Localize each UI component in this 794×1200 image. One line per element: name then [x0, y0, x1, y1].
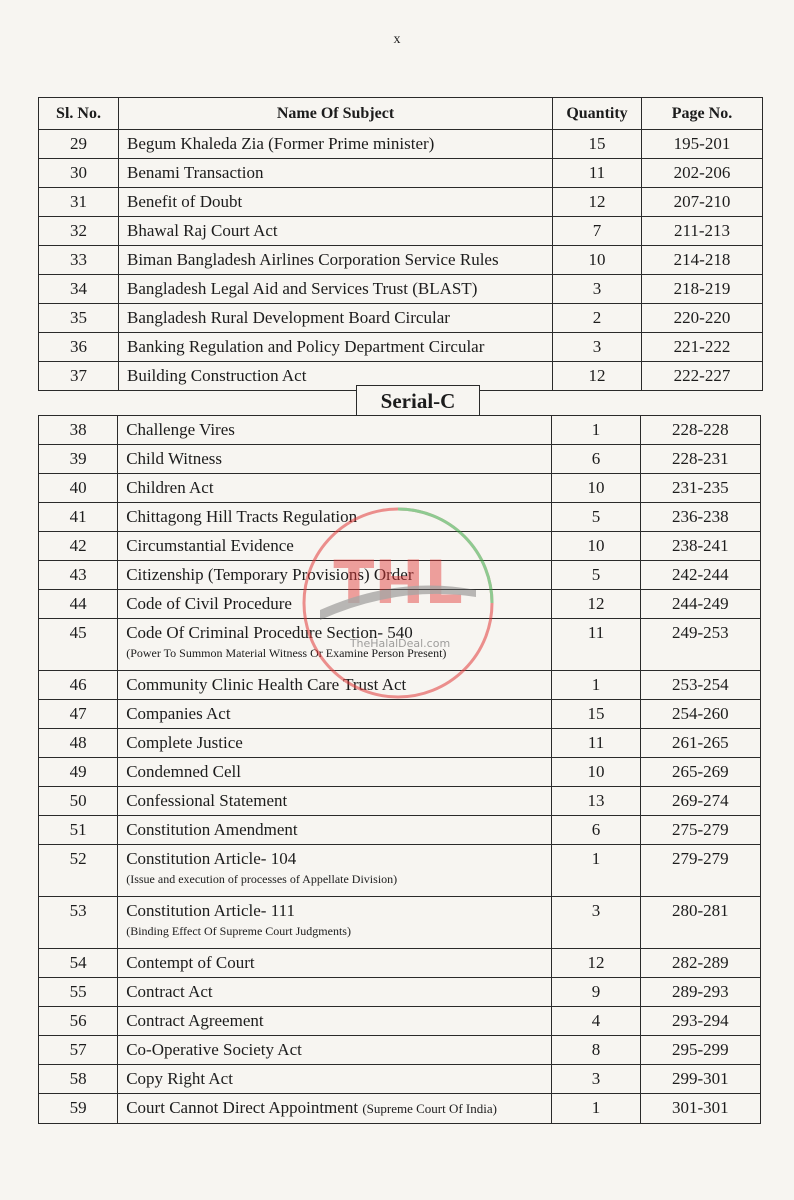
row-subject-cell — [118, 561, 552, 590]
row-sl-no: 38 — [39, 416, 118, 445]
row-sl-no: 29 — [39, 130, 119, 159]
row-subject-cell — [118, 1007, 552, 1036]
row-subject-cell — [118, 787, 552, 816]
row-subject — [127, 217, 552, 245]
row-page-range: 265-269 — [640, 758, 760, 787]
row-subject — [126, 619, 551, 647]
row-quantity: 3 — [553, 275, 642, 304]
watermark-site-text: TheHalalDeal.com — [349, 637, 451, 650]
table-row — [39, 1094, 761, 1124]
row-subject-text: Condemned Cell — [126, 762, 241, 781]
table-row — [39, 978, 761, 1007]
row-subject — [126, 897, 551, 925]
row-sl-no: 56 — [39, 1007, 118, 1036]
row-subject-text: Circumstantial Evidence — [126, 536, 294, 555]
row-quantity: 10 — [553, 246, 642, 275]
table-row — [39, 275, 763, 304]
row-subject-text: Code of Civil Procedure — [126, 594, 292, 613]
row-subject-text: Community Clinic Health Care Trust Act — [126, 675, 407, 694]
row-quantity: 15 — [552, 700, 640, 729]
table-row — [39, 246, 763, 275]
row-subject-text: Constitution Article- 104 — [126, 849, 297, 868]
table-row — [39, 700, 761, 729]
row-page-range: 299-301 — [640, 1065, 760, 1094]
row-page-range: 261-265 — [640, 729, 760, 758]
row-sl-no: 47 — [39, 700, 118, 729]
row-quantity: 15 — [553, 130, 642, 159]
row-subject-cell — [118, 1094, 552, 1124]
row-subject-text: Child Witness — [126, 449, 223, 468]
row-subject-text: Biman Bangladesh Airlines Corporation Service Rules — [127, 250, 499, 269]
watermark-logo-text: THL — [333, 548, 463, 618]
row-subject-cell — [119, 217, 553, 246]
row-subject-cell — [119, 246, 553, 275]
row-subject-text: Constitution Amendment — [126, 820, 298, 839]
row-quantity: 3 — [552, 897, 640, 949]
row-page-range: 207-210 — [642, 188, 763, 217]
row-subject-text: Bangladesh Rural Development Board Circular — [127, 308, 450, 327]
row-page-range: 211-213 — [642, 217, 763, 246]
row-subject-text: Benami Transaction — [127, 163, 264, 182]
row-page-range: 231-235 — [640, 474, 760, 503]
table-row — [39, 217, 763, 246]
row-subject — [126, 532, 551, 560]
row-subject-text: Confessional Statement — [126, 791, 288, 810]
row-page-range: 238-241 — [640, 532, 760, 561]
row-subject — [126, 816, 551, 844]
row-quantity: 10 — [552, 758, 640, 787]
row-sl-no: 45 — [39, 619, 118, 671]
row-sl-no: 58 — [39, 1065, 118, 1094]
row-sl-no: 36 — [39, 333, 119, 362]
row-sl-no: 32 — [39, 217, 119, 246]
row-sl-no: 48 — [39, 729, 118, 758]
row-quantity: 1 — [552, 1094, 640, 1124]
row-page-range: 254-260 — [640, 700, 760, 729]
table-row — [39, 304, 763, 333]
row-subject-note: (Binding Effect Of Supreme Court Judgments) — [126, 924, 351, 938]
row-sl-no: 52 — [39, 845, 118, 897]
row-subject-cell — [118, 1065, 552, 1094]
row-quantity: 4 — [552, 1007, 640, 1036]
row-sl-no: 50 — [39, 787, 118, 816]
table-row — [39, 130, 763, 159]
table-row — [39, 758, 761, 787]
serial-c-heading: Serial-C — [356, 385, 480, 416]
page-number: x — [393, 32, 401, 47]
row-sl-no: 40 — [39, 474, 118, 503]
table-row — [39, 333, 763, 362]
header-quantity: Quantity — [553, 98, 642, 130]
row-subject-cell — [118, 532, 552, 561]
index-table-serial-c — [38, 415, 761, 1124]
row-page-range: 244-249 — [640, 590, 760, 619]
row-sl-no: 55 — [39, 978, 118, 1007]
row-quantity: 1 — [552, 845, 640, 897]
row-subject — [126, 561, 551, 589]
row-page-range: 282-289 — [640, 949, 760, 978]
row-page-range: 195-201 — [642, 130, 763, 159]
table-row — [39, 474, 761, 503]
row-page-range: 228-228 — [640, 416, 760, 445]
row-quantity: 1 — [552, 671, 640, 700]
row-subject-cell — [119, 362, 553, 391]
row-subject-cell — [118, 816, 552, 845]
row-subject-cell — [118, 758, 552, 787]
row-subject-cell — [118, 700, 552, 729]
row-subject — [126, 474, 551, 502]
row-page-range: 228-231 — [640, 445, 760, 474]
row-subject — [127, 159, 552, 187]
row-subject-text: Co-Operative Society Act — [126, 1040, 302, 1059]
table-header-row — [39, 98, 763, 130]
table-row — [39, 590, 761, 619]
table-row — [39, 1007, 761, 1036]
row-subject-cell — [118, 619, 552, 671]
row-quantity: 3 — [553, 333, 642, 362]
row-subject-cell — [119, 130, 553, 159]
row-subject-text: Code Of Criminal Procedure Section- 540 — [126, 623, 413, 642]
row-subject — [126, 729, 551, 757]
row-quantity: 11 — [552, 729, 640, 758]
table-row — [39, 416, 761, 445]
table-row — [39, 845, 761, 897]
row-page-range: 202-206 — [642, 159, 763, 188]
index-table-serial-b — [38, 97, 763, 391]
row-subject — [126, 1036, 551, 1064]
row-subject-note: (Power To Summon Material Witness Or Examine Person Present) — [126, 646, 447, 660]
row-subject — [126, 845, 551, 873]
row-sl-no: 46 — [39, 671, 118, 700]
row-quantity: 12 — [552, 949, 640, 978]
row-subject-text: Contempt of Court — [126, 953, 255, 972]
row-sl-no: 59 — [39, 1094, 118, 1124]
row-page-range: 295-299 — [640, 1036, 760, 1065]
row-subject — [127, 304, 552, 332]
table-row — [39, 816, 761, 845]
table-row — [39, 532, 761, 561]
row-subject — [127, 188, 552, 216]
row-subject-text: Chittagong Hill Tracts Regulation — [126, 507, 358, 526]
row-subject — [127, 275, 552, 303]
row-subject — [127, 246, 552, 274]
row-sl-no: 43 — [39, 561, 118, 590]
row-subject-cell — [119, 333, 553, 362]
row-subject-cell — [119, 275, 553, 304]
row-subject-cell — [118, 590, 552, 619]
row-sl-no: 37 — [39, 362, 119, 391]
row-page-range: 220-220 — [642, 304, 763, 333]
row-subject-cell — [118, 416, 552, 445]
row-sl-no: 33 — [39, 246, 119, 275]
table-row — [39, 729, 761, 758]
row-subject — [126, 590, 551, 618]
row-subject-text: Bangladesh Legal Aid and Services Trust (BLAST) — [127, 279, 478, 298]
row-subject-text: Banking Regulation and Policy Department Circular — [127, 337, 485, 356]
row-quantity: 1 — [552, 416, 640, 445]
row-subject — [126, 416, 551, 444]
row-sl-no: 30 — [39, 159, 119, 188]
row-sl-no: 54 — [39, 949, 118, 978]
table-row — [39, 188, 763, 217]
row-subject-cell — [118, 897, 552, 949]
row-page-range: 221-222 — [642, 333, 763, 362]
row-subject-text: Constitution Article- 111 — [126, 901, 295, 920]
row-page-range: 242-244 — [640, 561, 760, 590]
row-subject — [126, 758, 551, 786]
row-sl-no: 34 — [39, 275, 119, 304]
table-row — [39, 561, 761, 590]
header-page-no: Page No. — [642, 98, 763, 130]
row-page-range: 301-301 — [640, 1094, 760, 1124]
row-subject — [126, 787, 551, 815]
row-sl-no: 44 — [39, 590, 118, 619]
row-page-range: 249-253 — [640, 619, 760, 671]
row-subject-text: Begum Khaleda Zia (Former Prime minister) — [127, 134, 435, 153]
row-quantity: 11 — [552, 619, 640, 671]
row-subject-cell — [118, 949, 552, 978]
row-quantity: 7 — [553, 217, 642, 246]
row-subject-cell — [118, 445, 552, 474]
row-sl-no: 35 — [39, 304, 119, 333]
row-subject-cell — [118, 474, 552, 503]
row-subject-cell — [118, 729, 552, 758]
row-subject — [126, 949, 551, 977]
table-row — [39, 619, 761, 671]
row-subject-text: Contract Agreement — [126, 1011, 264, 1030]
table-row — [39, 1065, 761, 1094]
row-quantity: 12 — [553, 362, 642, 391]
row-page-range: 289-293 — [640, 978, 760, 1007]
row-quantity: 6 — [552, 816, 640, 845]
row-subject-cell — [119, 159, 553, 188]
row-sl-no: 51 — [39, 816, 118, 845]
row-subject-cell — [118, 503, 552, 532]
row-subject — [127, 362, 552, 390]
row-quantity: 12 — [552, 590, 640, 619]
row-subject-cell — [118, 671, 552, 700]
row-quantity: 10 — [552, 532, 640, 561]
row-subject-text: Benefit of Doubt — [127, 192, 243, 211]
row-page-range: 269-274 — [640, 787, 760, 816]
header-subject: Name Of Subject — [119, 98, 553, 130]
table-row — [39, 787, 761, 816]
row-page-range: 275-279 — [640, 816, 760, 845]
row-quantity: 6 — [552, 445, 640, 474]
row-subject-cell — [119, 188, 553, 217]
row-quantity: 9 — [552, 978, 640, 1007]
row-subject — [127, 333, 552, 361]
row-subject — [126, 700, 551, 728]
row-subject-cell — [119, 304, 553, 333]
row-page-range: 218-219 — [642, 275, 763, 304]
row-subject-text: Contract Act — [126, 982, 213, 1001]
row-subject-text: Bhawal Raj Court Act — [127, 221, 278, 240]
header-sl-no: Sl. No. — [39, 98, 119, 130]
row-subject-text: Companies Act — [126, 704, 231, 723]
row-subject — [126, 978, 551, 1006]
row-sl-no: 49 — [39, 758, 118, 787]
row-quantity: 3 — [552, 1065, 640, 1094]
row-quantity: 8 — [552, 1036, 640, 1065]
row-sl-no: 53 — [39, 897, 118, 949]
table-row — [39, 503, 761, 532]
row-page-range: 236-238 — [640, 503, 760, 532]
row-page-range: 280-281 — [640, 897, 760, 949]
table-row — [39, 671, 761, 700]
row-subject-cell — [118, 1036, 552, 1065]
row-subject-text: Children Act — [126, 478, 214, 497]
row-subject-cell — [118, 845, 552, 897]
row-subject-text: Court Cannot Direct Appointment — [126, 1098, 359, 1117]
row-subject-text: Challenge Vires — [126, 420, 235, 439]
row-subject — [126, 503, 551, 531]
row-subject-note: (Issue and execution of processes of Appellate Division) — [126, 872, 398, 886]
row-subject — [126, 445, 551, 473]
row-subject-text: Building Construction Act — [127, 366, 307, 385]
row-page-range: 279-279 — [640, 845, 760, 897]
row-quantity: 2 — [553, 304, 642, 333]
row-subject-inline-note: (Supreme Court Of India) — [362, 1101, 497, 1116]
row-subject — [126, 671, 551, 699]
row-subject — [126, 1065, 551, 1093]
row-sl-no: 57 — [39, 1036, 118, 1065]
row-subject — [126, 1007, 551, 1035]
table-row — [39, 445, 761, 474]
row-quantity: 12 — [553, 188, 642, 217]
row-subject — [126, 1094, 551, 1123]
row-quantity: 13 — [552, 787, 640, 816]
row-sl-no: 39 — [39, 445, 118, 474]
row-subject-cell — [118, 978, 552, 1007]
row-page-range: 222-227 — [642, 362, 763, 391]
row-page-range: 253-254 — [640, 671, 760, 700]
row-subject-text: Citizenship (Temporary Provisions) Order — [126, 565, 414, 584]
row-sl-no: 41 — [39, 503, 118, 532]
row-page-range: 293-294 — [640, 1007, 760, 1036]
row-subject-text: Complete Justice — [126, 733, 243, 752]
table-row — [39, 949, 761, 978]
row-subject-text: Copy Right Act — [126, 1069, 233, 1088]
row-sl-no: 31 — [39, 188, 119, 217]
row-quantity: 10 — [552, 474, 640, 503]
table-row — [39, 1036, 761, 1065]
row-sl-no: 42 — [39, 532, 118, 561]
table-row — [39, 159, 763, 188]
row-subject — [127, 130, 552, 158]
row-quantity: 5 — [552, 503, 640, 532]
row-page-range: 214-218 — [642, 246, 763, 275]
table-row — [39, 897, 761, 949]
row-quantity: 11 — [553, 159, 642, 188]
row-quantity: 5 — [552, 561, 640, 590]
